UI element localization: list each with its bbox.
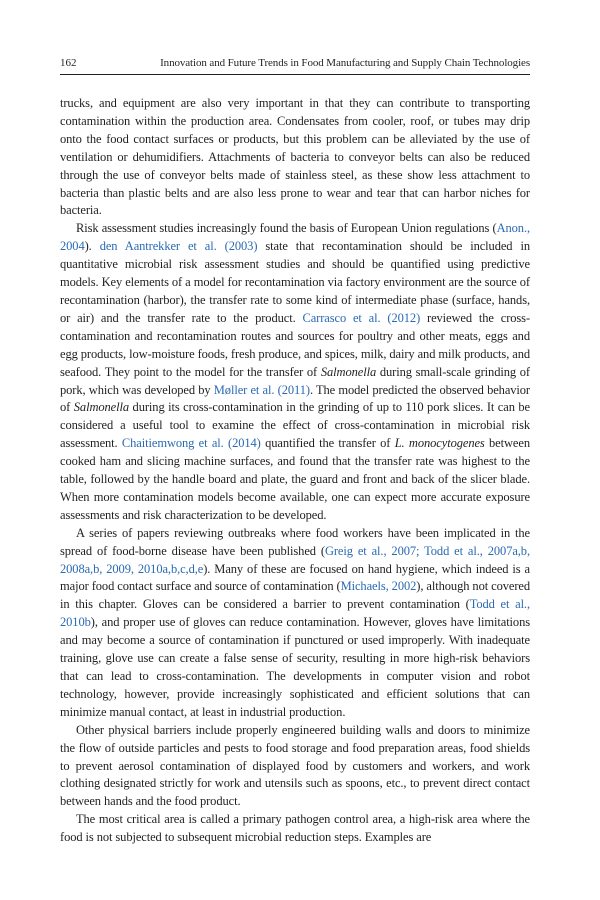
running-header	[60, 57, 530, 70]
paragraph-2: Risk assessment studies increasingly found the basis of European Union regulations (Anon., 2004). den Aantrekker et al. (2003) state that recontamination should be included in quantitative microbial risk assessment studies and should be quantified using predictive models. Key elements of a model for recontamination via factory environment are the source of recontamination (harbor), the transfer rate to some kind of intermediate phase (surface, hands, or air) and the transfer rate to the product. Carrasco et al. (2012) reviewed the cross-contamination and recontamination routes and sources for poultry and other meats, eggs and egg products, low-moisture foods, fresh produce, and spices, milk, dairy and milk products, and seafood. They point to the model for the transfer of Salmonella during small-scale grinding of pork, which was developed by Møller et al. (2011). The model predicted the observed behavior of Salmonella during its cross-contamination in the grinding of up to 110 pork slices. It can be considered a useful tool to examine the effect of cross-contamination in microbial risk assessment. Chaitiemwong et al. (2014) quantified the transfer of L. monocytogenes between cooked ham and slicing machine surfaces, and found that the transfer rate was highest to the table, followed by the handle board and plate, the guard and front and back of the slicer blade. When more contamination models become available, one can expect more accurate exposure assessments and risk characterization to be developed.	[60, 221, 531, 522]
citation-link[interactable]: Michaels, 2002	[340, 579, 417, 594]
citation-link[interactable]: Anon., 2004	[60, 221, 530, 254]
paragraph-5: The most critical area is called a primary pathogen control area, a high-risk area where the food is not subjected to subsequent microbial reduction steps. Examples are	[60, 812, 530, 845]
page-number: 162	[60, 57, 77, 69]
citation-link[interactable]: den Aantrekker et al. (2003)	[99, 239, 258, 254]
citation-link[interactable]: Todd et al., 2010b	[60, 597, 530, 630]
paragraph-1: trucks, and equipment are also very important in that they can contribute to transporting contamination within the production area. Condensates from cooler, roof, or tubes may drip onto the food contact surfaces or products, but this problem can be alleviated by the use of ventilation or dehumidifiers. Attachments of bacteria to conveyor belts can also be reduced through the use of conveyor belts made of stainless steel, as these show less attachment to bacteria than plastic belts and are also less prone to wear and tear that can harbor niches for bacteria.	[60, 96, 530, 218]
citation-link[interactable]: Chaitiemwong et al. (2014)	[121, 436, 261, 451]
header-rule	[60, 74, 530, 75]
species-name: Salmonella	[73, 400, 130, 415]
species-name: L. monocytogenes	[394, 436, 485, 451]
citation-link[interactable]: Greig et al., 2007; Todd et al., 2007a,b, 2008a,b, 2009, 2010a,b,c,d,e	[60, 543, 530, 576]
paragraph-4: Other physical barriers include properly engineered building walls and doors to minimize the flow of outside particles and pests to food storage and food preparation areas, food shields to prevent aerosol contamination of displayed food by customers and workers, and work clothing designated strictly for work and utensils such as spoons, etc., to prevent direct contact between hands and the food product.	[60, 722, 530, 809]
citation-link[interactable]: Møller et al. (2011)	[213, 382, 310, 397]
species-name: Salmonella	[320, 364, 377, 379]
citation-link[interactable]: Carrasco et al. (2012)	[302, 310, 421, 325]
body-text	[60, 95, 530, 847]
paragraph-3: A series of papers reviewing outbreaks where food workers have been implicated in the spread of food-borne disease have been published (Greig et al., 2007; Todd et al., 2007a,b, 2008a,b, 2009, 2010a,b,c,d,e). Many of these are focused on hand hygiene, which indeed is a major food contact surface and source of contamination (Michaels, 2002), although not covered in this chapter. Gloves can be considered a barrier to prevent contamination (Todd et al., 2010b), and proper use of gloves can reduce contamination. However, gloves have limitations and may become a source of contamination if punctured or used improperly. With inadequate training, glove use can create a false sense of security, resulting in more high-risk behaviors that can lead to cross-contamination. The developments in computer vision and robot technology, however, provide increasingly sophisticated and efficient solutions that can minimize manual contact, at least in industrial production.	[60, 525, 531, 719]
running-title: Innovation and Future Trends in Food Manufacturing and Supply Chain Technologies	[160, 57, 530, 69]
